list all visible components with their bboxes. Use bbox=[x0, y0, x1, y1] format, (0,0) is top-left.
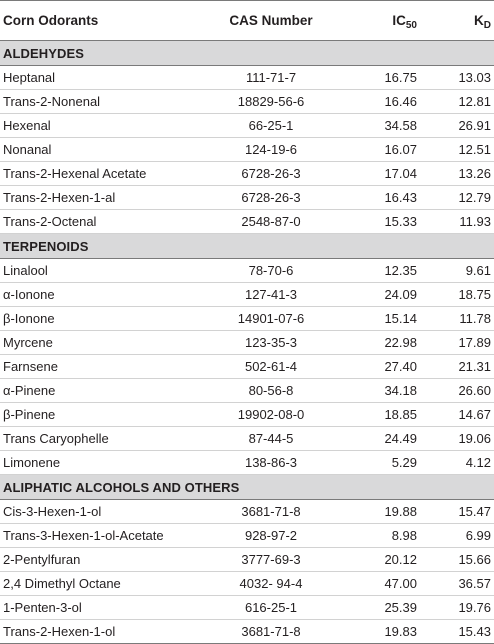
cell-cas-number: 616-25-1 bbox=[205, 596, 337, 620]
cell-kd: 17.89 bbox=[421, 331, 494, 355]
section-title: ALDEHYDES bbox=[0, 41, 494, 66]
table-body bbox=[0, 41, 494, 644]
table-row bbox=[0, 596, 494, 620]
table-row bbox=[0, 307, 494, 331]
cell-ic50: 47.00 bbox=[337, 572, 421, 596]
header-ic50-sub: 50 bbox=[405, 20, 417, 31]
cell-odorant-name: Farnsene bbox=[0, 355, 205, 379]
cell-ic50: 16.07 bbox=[337, 138, 421, 162]
cell-ic50: 19.83 bbox=[337, 620, 421, 644]
cell-ic50: 17.04 bbox=[337, 162, 421, 186]
cell-ic50: 16.43 bbox=[337, 186, 421, 210]
cell-odorant-name: Nonanal bbox=[0, 138, 205, 162]
cell-ic50: 20.12 bbox=[337, 548, 421, 572]
cell-cas-number: 138-86-3 bbox=[205, 451, 337, 475]
table-row bbox=[0, 620, 494, 644]
cell-kd: 19.76 bbox=[421, 596, 494, 620]
header-ic50-main: IC bbox=[392, 13, 406, 28]
cell-kd: 26.60 bbox=[421, 379, 494, 403]
cell-cas-number: 78-70-6 bbox=[205, 259, 337, 283]
table-row bbox=[0, 524, 494, 548]
cell-kd: 12.51 bbox=[421, 138, 494, 162]
header-kd-sub: D bbox=[483, 20, 491, 31]
cell-odorant-name: Trans-3-Hexen-1-ol-Acetate bbox=[0, 524, 205, 548]
section-header-row bbox=[0, 475, 494, 500]
header-corn-odorants: Corn Odorants bbox=[0, 1, 205, 41]
cell-cas-number: 18829-56-6 bbox=[205, 90, 337, 114]
cell-cas-number: 3681-71-8 bbox=[205, 620, 337, 644]
cell-odorant-name: α-Pinene bbox=[0, 379, 205, 403]
cell-cas-number: 80-56-8 bbox=[205, 379, 337, 403]
cell-cas-number: 14901-07-6 bbox=[205, 307, 337, 331]
cell-odorant-name: Limonene bbox=[0, 451, 205, 475]
cell-odorant-name: Hexenal bbox=[0, 114, 205, 138]
cell-cas-number: 4032- 94-4 bbox=[205, 572, 337, 596]
cell-odorant-name: 1-Penten-3-ol bbox=[0, 596, 205, 620]
cell-ic50: 24.49 bbox=[337, 427, 421, 451]
cell-cas-number: 502-61-4 bbox=[205, 355, 337, 379]
cell-cas-number: 2548-87-0 bbox=[205, 210, 337, 234]
section-title: ALIPHATIC ALCOHOLS AND OTHERS bbox=[0, 475, 494, 500]
cell-ic50: 19.88 bbox=[337, 500, 421, 524]
odorant-table bbox=[0, 1, 494, 644]
cell-ic50: 16.46 bbox=[337, 90, 421, 114]
cell-kd: 12.79 bbox=[421, 186, 494, 210]
cell-ic50: 12.35 bbox=[337, 259, 421, 283]
cell-cas-number: 66-25-1 bbox=[205, 114, 337, 138]
cell-ic50: 15.33 bbox=[337, 210, 421, 234]
table-row bbox=[0, 90, 494, 114]
cell-ic50: 24.09 bbox=[337, 283, 421, 307]
table-row bbox=[0, 186, 494, 210]
cell-odorant-name: β-Ionone bbox=[0, 307, 205, 331]
cell-odorant-name: Trans-2-Nonenal bbox=[0, 90, 205, 114]
cell-odorant-name: Trans Caryophelle bbox=[0, 427, 205, 451]
table-row bbox=[0, 427, 494, 451]
cell-ic50: 8.98 bbox=[337, 524, 421, 548]
table-row bbox=[0, 331, 494, 355]
cell-kd: 12.81 bbox=[421, 90, 494, 114]
cell-odorant-name: α-Ionone bbox=[0, 283, 205, 307]
table-row bbox=[0, 66, 494, 90]
section-header-row bbox=[0, 41, 494, 66]
cell-odorant-name: Trans-2-Hexenal Acetate bbox=[0, 162, 205, 186]
table-row bbox=[0, 138, 494, 162]
header-cas-number: CAS Number bbox=[205, 1, 337, 41]
cell-kd: 13.03 bbox=[421, 66, 494, 90]
cell-ic50: 27.40 bbox=[337, 355, 421, 379]
table-row bbox=[0, 114, 494, 138]
table-row bbox=[0, 259, 494, 283]
cell-cas-number: 111-71-7 bbox=[205, 66, 337, 90]
cell-odorant-name: Trans-2-Octenal bbox=[0, 210, 205, 234]
table-row bbox=[0, 403, 494, 427]
cell-cas-number: 127-41-3 bbox=[205, 283, 337, 307]
table-row bbox=[0, 500, 494, 524]
table-row bbox=[0, 379, 494, 403]
cell-cas-number: 124-19-6 bbox=[205, 138, 337, 162]
cell-odorant-name: β-Pinene bbox=[0, 403, 205, 427]
cell-ic50: 34.18 bbox=[337, 379, 421, 403]
cell-odorant-name: Myrcene bbox=[0, 331, 205, 355]
cell-ic50: 22.98 bbox=[337, 331, 421, 355]
table-row bbox=[0, 355, 494, 379]
cell-ic50: 5.29 bbox=[337, 451, 421, 475]
table-row bbox=[0, 548, 494, 572]
cell-kd: 36.57 bbox=[421, 572, 494, 596]
cell-kd: 15.47 bbox=[421, 500, 494, 524]
header-kd-main: K bbox=[474, 13, 484, 28]
cell-kd: 18.75 bbox=[421, 283, 494, 307]
cell-odorant-name: Linalool bbox=[0, 259, 205, 283]
cell-kd: 4.12 bbox=[421, 451, 494, 475]
cell-odorant-name: Trans-2-Hexen-1-ol bbox=[0, 620, 205, 644]
cell-cas-number: 6728-26-3 bbox=[205, 162, 337, 186]
cell-odorant-name: Heptanal bbox=[0, 66, 205, 90]
cell-cas-number: 3777-69-3 bbox=[205, 548, 337, 572]
cell-odorant-name: 2,4 Dimethyl Octane bbox=[0, 572, 205, 596]
cell-cas-number: 87-44-5 bbox=[205, 427, 337, 451]
cell-kd: 26.91 bbox=[421, 114, 494, 138]
cell-ic50: 18.85 bbox=[337, 403, 421, 427]
cell-odorant-name: Trans-2-Hexen-1-al bbox=[0, 186, 205, 210]
cell-ic50: 15.14 bbox=[337, 307, 421, 331]
cell-cas-number: 19902-08-0 bbox=[205, 403, 337, 427]
table-row bbox=[0, 572, 494, 596]
cell-kd: 21.31 bbox=[421, 355, 494, 379]
header-ic50 bbox=[337, 1, 421, 41]
cell-cas-number: 6728-26-3 bbox=[205, 186, 337, 210]
cell-kd: 19.06 bbox=[421, 427, 494, 451]
header-kd bbox=[421, 1, 494, 41]
cell-kd: 11.93 bbox=[421, 210, 494, 234]
cell-ic50: 25.39 bbox=[337, 596, 421, 620]
cell-kd: 6.99 bbox=[421, 524, 494, 548]
cell-odorant-name: 2-Pentylfuran bbox=[0, 548, 205, 572]
section-title: TERPENOIDS bbox=[0, 234, 494, 259]
cell-odorant-name: Cis-3-Hexen-1-ol bbox=[0, 500, 205, 524]
header-row bbox=[0, 1, 494, 41]
table-row bbox=[0, 451, 494, 475]
cell-kd: 11.78 bbox=[421, 307, 494, 331]
table-row bbox=[0, 210, 494, 234]
cell-ic50: 16.75 bbox=[337, 66, 421, 90]
cell-kd: 15.43 bbox=[421, 620, 494, 644]
section-header-row bbox=[0, 234, 494, 259]
cell-kd: 9.61 bbox=[421, 259, 494, 283]
table-row bbox=[0, 162, 494, 186]
cell-cas-number: 123-35-3 bbox=[205, 331, 337, 355]
cell-kd: 13.26 bbox=[421, 162, 494, 186]
cell-kd: 14.67 bbox=[421, 403, 494, 427]
cell-cas-number: 3681-71-8 bbox=[205, 500, 337, 524]
table-row bbox=[0, 283, 494, 307]
cell-kd: 15.66 bbox=[421, 548, 494, 572]
cell-ic50: 34.58 bbox=[337, 114, 421, 138]
cell-cas-number: 928-97-2 bbox=[205, 524, 337, 548]
table-header bbox=[0, 1, 494, 41]
